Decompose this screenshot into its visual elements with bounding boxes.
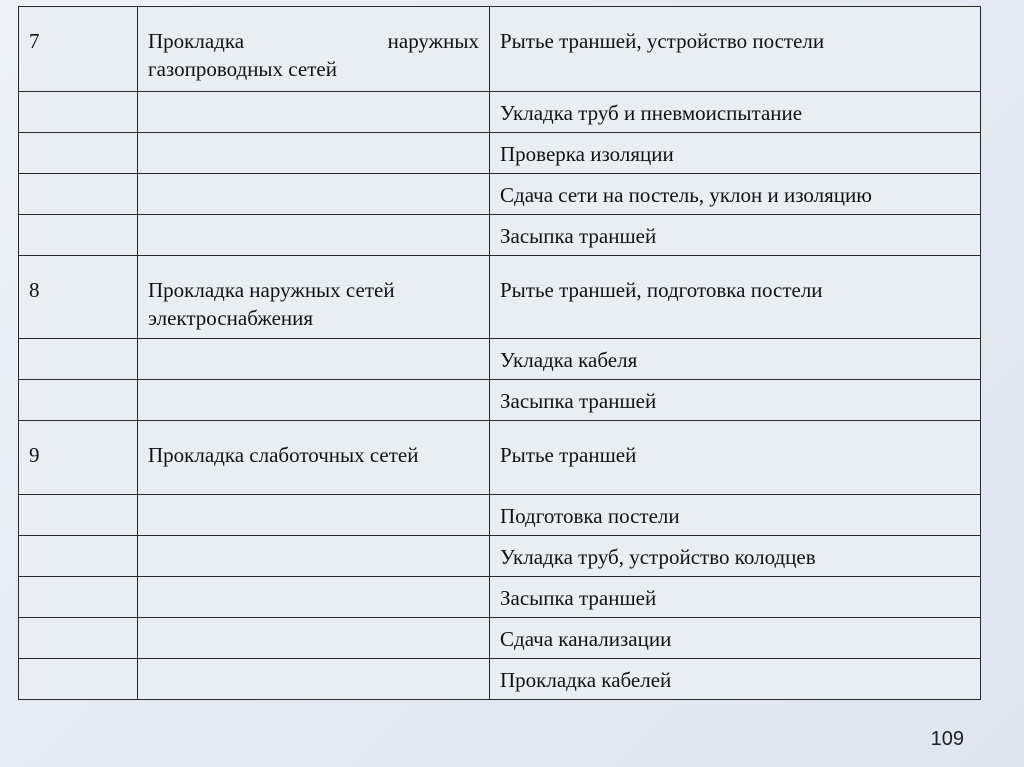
work-table xyxy=(18,6,981,700)
work-section xyxy=(138,92,490,133)
table-row xyxy=(19,421,981,495)
table-row xyxy=(19,256,981,339)
table-row xyxy=(19,92,981,133)
table-row xyxy=(19,7,981,92)
work-section xyxy=(138,215,490,256)
work-item: Укладка труб и пневмоиспытание xyxy=(490,92,981,133)
work-item: Засыпка траншей xyxy=(490,577,981,618)
work-section xyxy=(138,133,490,174)
row-number xyxy=(19,380,138,421)
table-row xyxy=(19,339,981,380)
work-section: Прокладка наружных сетей электроснабжения xyxy=(138,256,490,339)
work-item: Проверка изоляции xyxy=(490,133,981,174)
table-row xyxy=(19,133,981,174)
table-row xyxy=(19,577,981,618)
row-number xyxy=(19,536,138,577)
work-section xyxy=(138,174,490,215)
row-number: 8 xyxy=(19,256,138,339)
work-item: Прокладка кабелей xyxy=(490,659,981,700)
work-section xyxy=(138,577,490,618)
table-row xyxy=(19,380,981,421)
row-number: 7 xyxy=(19,7,138,92)
work-section xyxy=(138,659,490,700)
row-number xyxy=(19,495,138,536)
work-item: Подготовка постели xyxy=(490,495,981,536)
work-item: Рытье траншей, подготовка постели xyxy=(490,256,981,339)
work-section: Прокладка наружных газопроводных сетей xyxy=(138,7,490,92)
table-row xyxy=(19,659,981,700)
table-row xyxy=(19,536,981,577)
row-number xyxy=(19,92,138,133)
table-row xyxy=(19,215,981,256)
row-number xyxy=(19,215,138,256)
work-section xyxy=(138,495,490,536)
work-item: Рытье траншей xyxy=(490,421,981,495)
row-number xyxy=(19,339,138,380)
work-item: Сдача канализации xyxy=(490,618,981,659)
work-section xyxy=(138,618,490,659)
table-row xyxy=(19,174,981,215)
row-number xyxy=(19,659,138,700)
work-item: Рытье траншей, устройство постели xyxy=(490,7,981,92)
work-item: Укладка труб, устройство колодцев xyxy=(490,536,981,577)
row-number xyxy=(19,577,138,618)
work-section xyxy=(138,380,490,421)
work-section xyxy=(138,339,490,380)
work-item: Сдача сети на постель, уклон и изоляцию xyxy=(490,174,981,215)
row-number xyxy=(19,174,138,215)
table-row xyxy=(19,618,981,659)
row-number xyxy=(19,618,138,659)
table-row xyxy=(19,495,981,536)
work-item: Укладка кабеля xyxy=(490,339,981,380)
work-item: Засыпка траншей xyxy=(490,380,981,421)
work-section xyxy=(138,536,490,577)
row-number xyxy=(19,133,138,174)
row-number: 9 xyxy=(19,421,138,495)
work-item: Засыпка траншей xyxy=(490,215,981,256)
work-section: Прокладка слаботочных сетей xyxy=(138,421,490,495)
page-number: 109 xyxy=(930,728,964,750)
